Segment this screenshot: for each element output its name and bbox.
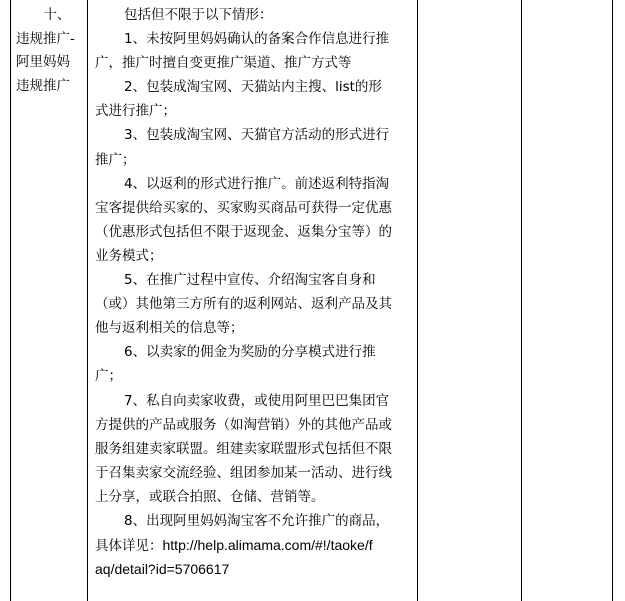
content-line: 服务组建卖家联盟。组建卖家联盟形式包括但不限 [95, 440, 392, 457]
content-lines [95, 3, 410, 533]
table-column-divider-1 [87, 0, 88, 601]
content-line: 2、包装成淘宝网、天猫站内主搜、list的形 [124, 79, 382, 96]
content-line: 7、私自向卖家收费，或使用阿里巴巴集团官 [124, 392, 390, 409]
detail-line [95, 533, 410, 557]
content-line: 业务模式； [95, 247, 163, 264]
content-cell [95, 3, 410, 581]
content-line: 推广； [95, 151, 136, 168]
category-number: 十、 [43, 7, 71, 23]
content-line: 广，推广时擅自变更推广渠道、推广方式等 [95, 55, 352, 72]
content-line: 8、出现阿里妈妈淘宝客不允许推广的商品， [124, 512, 390, 529]
content-line: 4、以返利的形式进行推广。前述返利特指淘 [124, 175, 390, 192]
category-cell [11, 4, 87, 98]
content-line: 上分享，或联合拍照、仓储、营销等。 [95, 488, 325, 505]
detail-label: 具体详见： [95, 538, 163, 555]
table-border-right [612, 0, 613, 601]
content-line: 宝客提供给买家的、买家购买商品可获得一定优惠 [95, 199, 392, 216]
category-title-line: 违规推广 [16, 77, 70, 94]
detail-url-part1: http://help.alimama.com/#!/taoke/f [162, 537, 373, 554]
content-line: （或）其他第三方所有的返利网站、返利产品及其 [95, 296, 392, 313]
content-line: 广； [95, 368, 122, 385]
detail-url-part2: aq/detail?id=5706617 [95, 561, 230, 578]
content-line: （优惠形式包括但不限于返现金、返集分宝等）的 [95, 223, 392, 240]
category-title-line: 阿里妈妈 [16, 54, 70, 70]
table-column-divider-2 [417, 0, 418, 601]
content-line: 于召集卖家交流经验、组团参加某一活动、进行线 [95, 464, 392, 481]
content-line: 6、以卖家的佣金为奖励的分享模式进行推 [124, 344, 376, 361]
content-line: 他与返利相关的信息等； [95, 320, 244, 337]
content-line: 3、包装成淘宝网、天猫官方活动的形式进行 [124, 127, 390, 144]
content-line: 5、在推广过程中宣传、介绍淘宝客自身和 [124, 272, 376, 289]
table-column-divider-3 [521, 0, 522, 601]
content-line: 式进行推广； [95, 103, 176, 120]
content-line: 包括但不限于以下情形： [124, 7, 273, 23]
content-line: 1、未按阿里妈妈确认的备案合作信息进行推 [124, 31, 390, 48]
content-line: 方提供的产品或服务（如淘营销）外的其他产品或 [95, 416, 392, 433]
category-title-line: 违规推广- [16, 30, 75, 47]
